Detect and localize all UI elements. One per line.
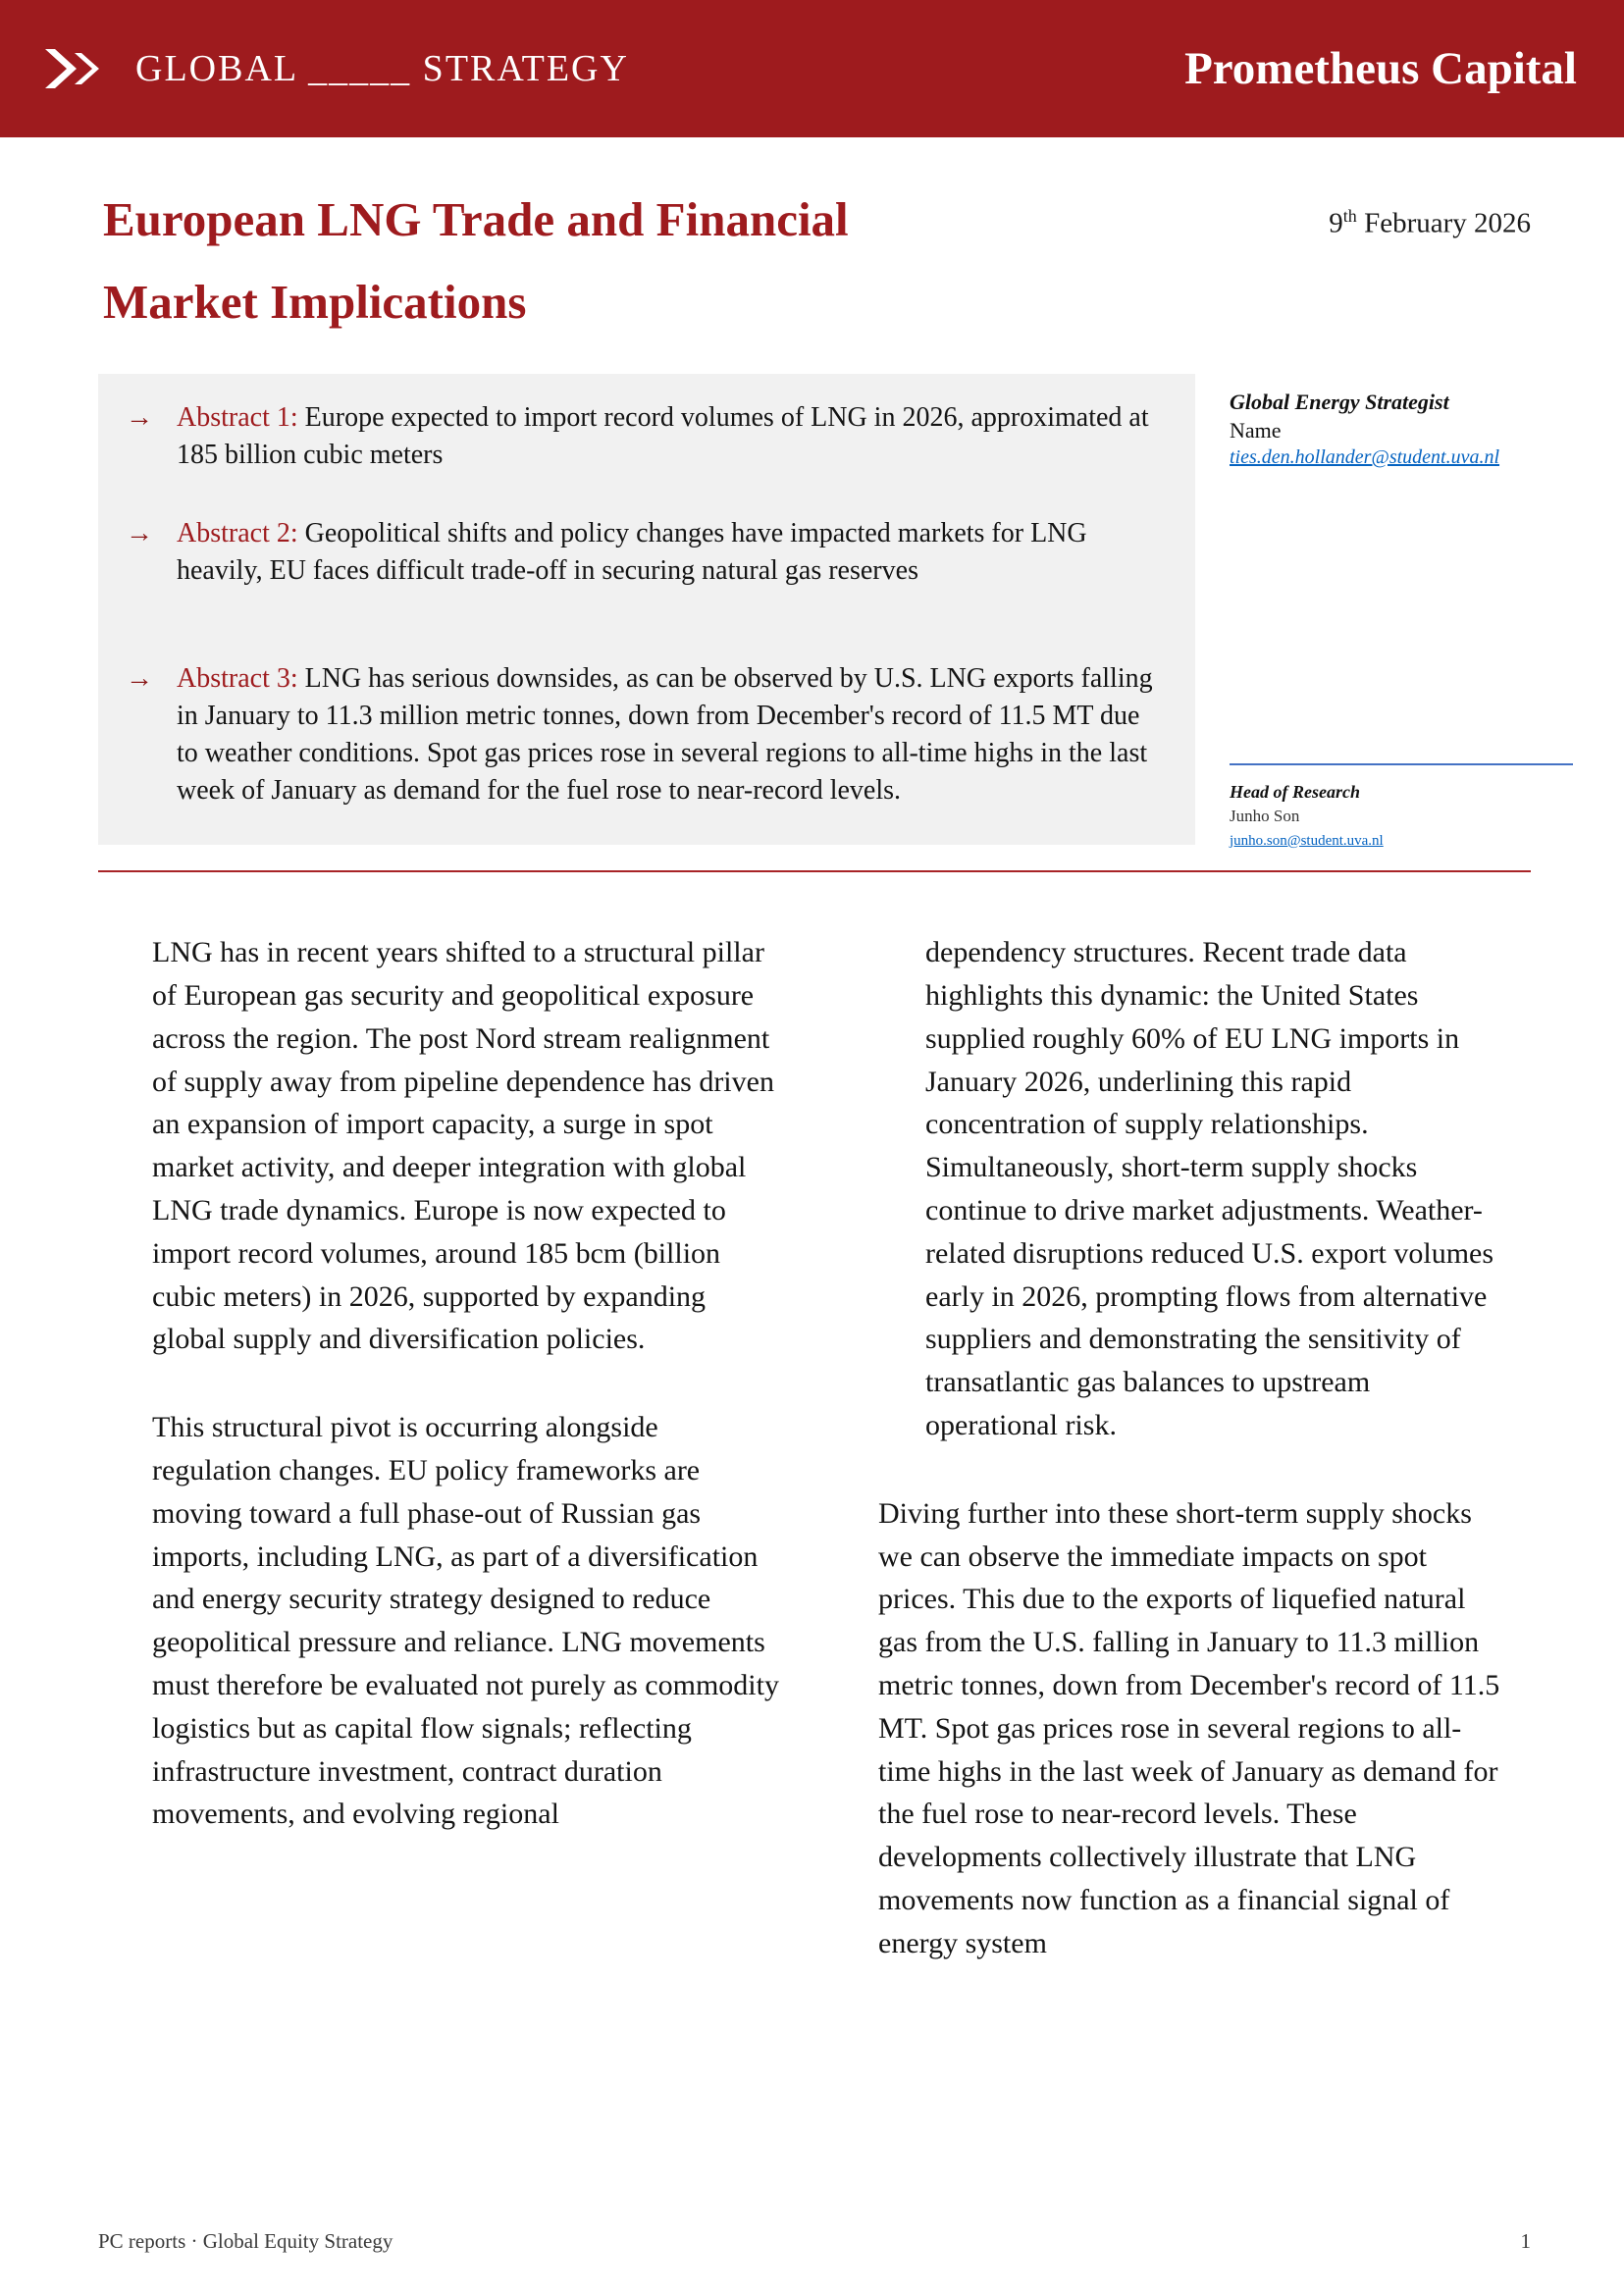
global-strategy-label: GLOBAL _____ STRATEGY [135,48,629,89]
date-rest: February 2026 [1356,207,1531,239]
abstract-text: LNG has serious downsides, as can be observed by U.S. LNG exports falling in January to 11.3 million metric tonnes, down from December's record of 11.5 MT due to weather conditions. Spot gas prices rose in several regions to all-time highs in the last week of January as demand for the fuel rose to near-record levels. [177,662,1153,807]
abstract-body [177,515,1162,590]
body-paragraph: LNG has in recent years shifted to a structural pillar of European gas security and geopolitical exposure across the region. The post Nord stream realignment of supply away from pipeline dependence has driven an expansion of import capacity, a surge in spot market activity, and deeper integration with global LNG trade dynamics. Europe is now expected to import record volumes, around 185 bcm (billion cubic meters) in 2026, supported by expanding global supply and diversification policies. [152,936,774,1356]
contact-global-energy-strategist [1230,388,1575,470]
arrow-icon: → [126,517,153,548]
double-chevron-icon [41,45,110,92]
report-title-line2: Market Implications [103,275,527,330]
header-banner [0,0,1624,137]
body-columns [152,931,1511,2009]
abstract-body [177,660,1162,809]
abstract-text: Geopolitical shifts and policy changes have impacted markets for LNG heavily, EU faces difficult trade-off in securing natural gas reserves [177,517,1087,586]
banner-left-group [41,45,629,92]
title-row [0,137,1624,344]
contact-email-link[interactable]: ties.den.hollander@student.uva.nl [1230,446,1500,469]
arrow-icon: → [126,401,153,433]
contact-email-link[interactable]: junho.son@student.uva.nl [1230,832,1384,849]
body-paragraph: Diving further into these short-term supply shocks we can observe the immediate impacts on spot prices. This due to the exports of liquefied natural gas from the U.S. falling in January to 11.3 million metric tonnes, down from December's record of 11.5 MT. Spot gas prices rose in several regions to all-time highs in the last week of January as demand for the fuel rose to near-record levels. These developments collectively illustrate that LNG movements now function as a financial signal of energy system [878,1496,1500,1959]
section-divider [98,870,1531,872]
report-date [1329,179,1531,240]
footer [98,2229,1531,2254]
report-title [103,179,1329,344]
body-column-right [878,931,1506,2009]
abstract-body [177,399,1162,474]
abstract-label: Abstract 1: [177,401,298,433]
body-paragraph: dependency structures. Recent trade data highlights this dynamic: the United States supplied roughly 60% of EU LNG imports in January 2026, underlining this rapid concentration of supply relationships. Simultaneously, short-term supply shocks continue to drive market adjustments. Weather-related disruptions reduced U.S. export volumes early in 2026, prompting flows from alternative suppliers and demonstrating the sensitivity of transatlantic gas balances to upstream operational risk. [925,936,1494,1441]
contact-name: Name [1230,418,1282,443]
abstract-box [98,374,1195,846]
date-day: 9 [1329,207,1343,239]
abstract-item-3 [126,660,1162,809]
prometheus-capital-logo: Prometheus Capital [1184,43,1577,94]
arrow-icon: → [126,662,153,694]
contact-head-of-research [1230,763,1573,852]
contact-name: Junho Son [1230,807,1300,826]
abstract-item-1 [126,399,1162,474]
abstract-label: Abstract 2: [177,517,298,548]
footer-page-number: 1 [1520,2229,1531,2253]
footer-report-label: PC reports · Global Equity Strategy [98,2229,393,2253]
body-column-left [152,931,780,2009]
abstract-text: Europe expected to import record volumes of LNG in 2026, approximated at 185 billion cubic meters [177,401,1149,470]
contact-role: Head of Research [1230,782,1360,802]
contact-role: Global Energy Strategist [1230,390,1449,414]
abstract-item-2 [126,515,1162,590]
report-title-line1: European LNG Trade and Financial [103,192,849,246]
date-suffix: th [1342,206,1357,226]
body-paragraph: This structural pivot is occurring alongside regulation changes. EU policy frameworks are moving toward a full phase-out of Russian gas imports, including LNG, as part of a diversification and energy security strategy designed to reduce geopolitical pressure and reliance. LNG movements must therefore be evaluated not purely as commodity logistics but as capital flow signals; reflecting infrastructure investment, contract duration movements, and evolving regional [152,1411,779,1831]
abstract-label: Abstract 3: [177,662,298,694]
